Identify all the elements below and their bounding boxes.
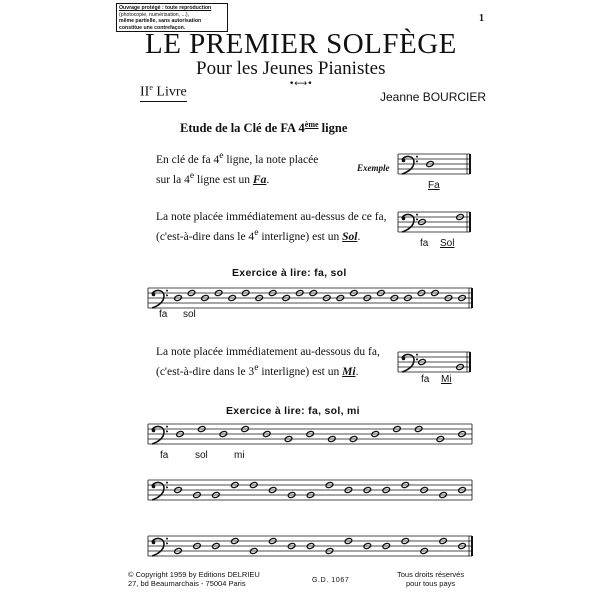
bass-clef-dot — [166, 294, 168, 296]
note-label-sol: Sol — [440, 238, 455, 249]
heading-tail: ligne — [318, 121, 348, 136]
bass-clef-dot — [166, 290, 168, 292]
notice-line: même partielle, sans autorisation — [119, 18, 202, 25]
bass-clef-dot — [152, 429, 156, 433]
text: La note placée immédiatement au-dessous du fa, — [156, 346, 380, 358]
text: sur la 4 — [156, 173, 190, 186]
text: . — [357, 230, 361, 243]
footer-line: Tous droits réservés — [397, 570, 465, 579]
heading-sup: ème — [304, 120, 319, 129]
volume-sup: e — [149, 83, 153, 92]
bass-clef-dot — [416, 156, 418, 158]
notice-line: Ouvrage protégé : toute reproduction — [119, 5, 212, 11]
footer-line: © Copyright 1959 by Editions DELRIEU — [128, 570, 260, 579]
page-subtitle: Pour les Jeunes Pianistes — [196, 58, 386, 79]
answer-sol: Sol — [342, 230, 358, 243]
footer-line: pour tous pays — [405, 579, 456, 588]
exercise2-label-mi: mi — [234, 450, 245, 461]
answer-mi: Mi — [342, 365, 356, 378]
exercise2-label-sol: sol — [195, 450, 208, 461]
volume-numeral: II — [140, 84, 150, 100]
bass-clef-dot — [166, 538, 168, 540]
bass-clef-dot — [166, 486, 168, 488]
note-label-mi: Mi — [441, 374, 452, 385]
exercise2-title: Exercice à lire: fa, sol, mi — [226, 405, 360, 417]
sup: e — [254, 362, 259, 373]
text: interligne) est un — [258, 230, 343, 243]
exercise1-label-sol: sol — [183, 309, 196, 320]
exemple-label: Exemple — [357, 163, 390, 173]
bass-clef-dot — [166, 542, 168, 544]
note-label-fa: Fa — [428, 180, 440, 191]
text: ligne est un — [194, 173, 253, 186]
volume-word: Livre — [152, 84, 187, 100]
bass-clef-dot — [416, 218, 418, 220]
sup: e — [254, 227, 259, 238]
footer-copyright — [128, 570, 260, 588]
text: (c'est-à-dire dans le 4 — [156, 230, 255, 243]
bass-clef-dot — [152, 541, 156, 545]
text: ligne, la note placée — [223, 153, 319, 166]
text: . — [266, 173, 270, 186]
bass-clef-dot — [416, 354, 418, 356]
note-label-fa: fa — [420, 238, 429, 249]
bass-clef-dot — [416, 358, 418, 360]
text: . — [355, 365, 359, 378]
exercise1-label-fa: fa — [159, 309, 168, 320]
page-title: LE PREMIER SOLFÈGE — [145, 28, 457, 60]
notice-line: (photocopie, numérisation, ...), — [119, 11, 190, 18]
heading-text: Etude de la Clé de FA 4 — [180, 121, 305, 136]
exercise2-label-fa: fa — [160, 450, 169, 461]
exercise1-title: Exercice à lire: fa, sol — [232, 267, 347, 279]
page-number: 1 — [479, 13, 484, 24]
text: En clé de fa 4 — [156, 153, 220, 166]
bass-clef-dot — [402, 159, 406, 163]
bass-clef-dot — [166, 430, 168, 432]
bass-clef-dot — [402, 357, 406, 361]
bass-clef-dot — [152, 293, 156, 297]
bass-clef-dot — [402, 217, 406, 221]
sup: e — [219, 150, 224, 161]
footer-rights — [397, 570, 464, 588]
ornament-divider: •⟷• — [289, 79, 313, 89]
text: La note placée immédiatement au-dessus de ce fa, — [156, 211, 387, 223]
footer-line: 27, bd Beaumarchais - 75004 Paris — [128, 579, 246, 588]
author-name: Jeanne BOURCIER — [380, 90, 487, 104]
note-label-fa: fa — [421, 374, 430, 385]
bass-clef-dot — [416, 160, 418, 162]
footer-code: G.D. 1067 — [312, 577, 350, 584]
bass-clef-dot — [166, 482, 168, 484]
bass-clef-dot — [152, 485, 156, 489]
bass-clef-dot — [166, 426, 168, 428]
notice-line: constitue une contrefaçon. — [119, 24, 186, 31]
sup: e — [189, 169, 195, 181]
answer-fa: Fa — [252, 173, 267, 186]
bass-clef-dot — [416, 214, 418, 216]
text: (c'est-à-dire dans le 3 — [156, 365, 255, 378]
text: interligne) est un — [258, 365, 343, 378]
